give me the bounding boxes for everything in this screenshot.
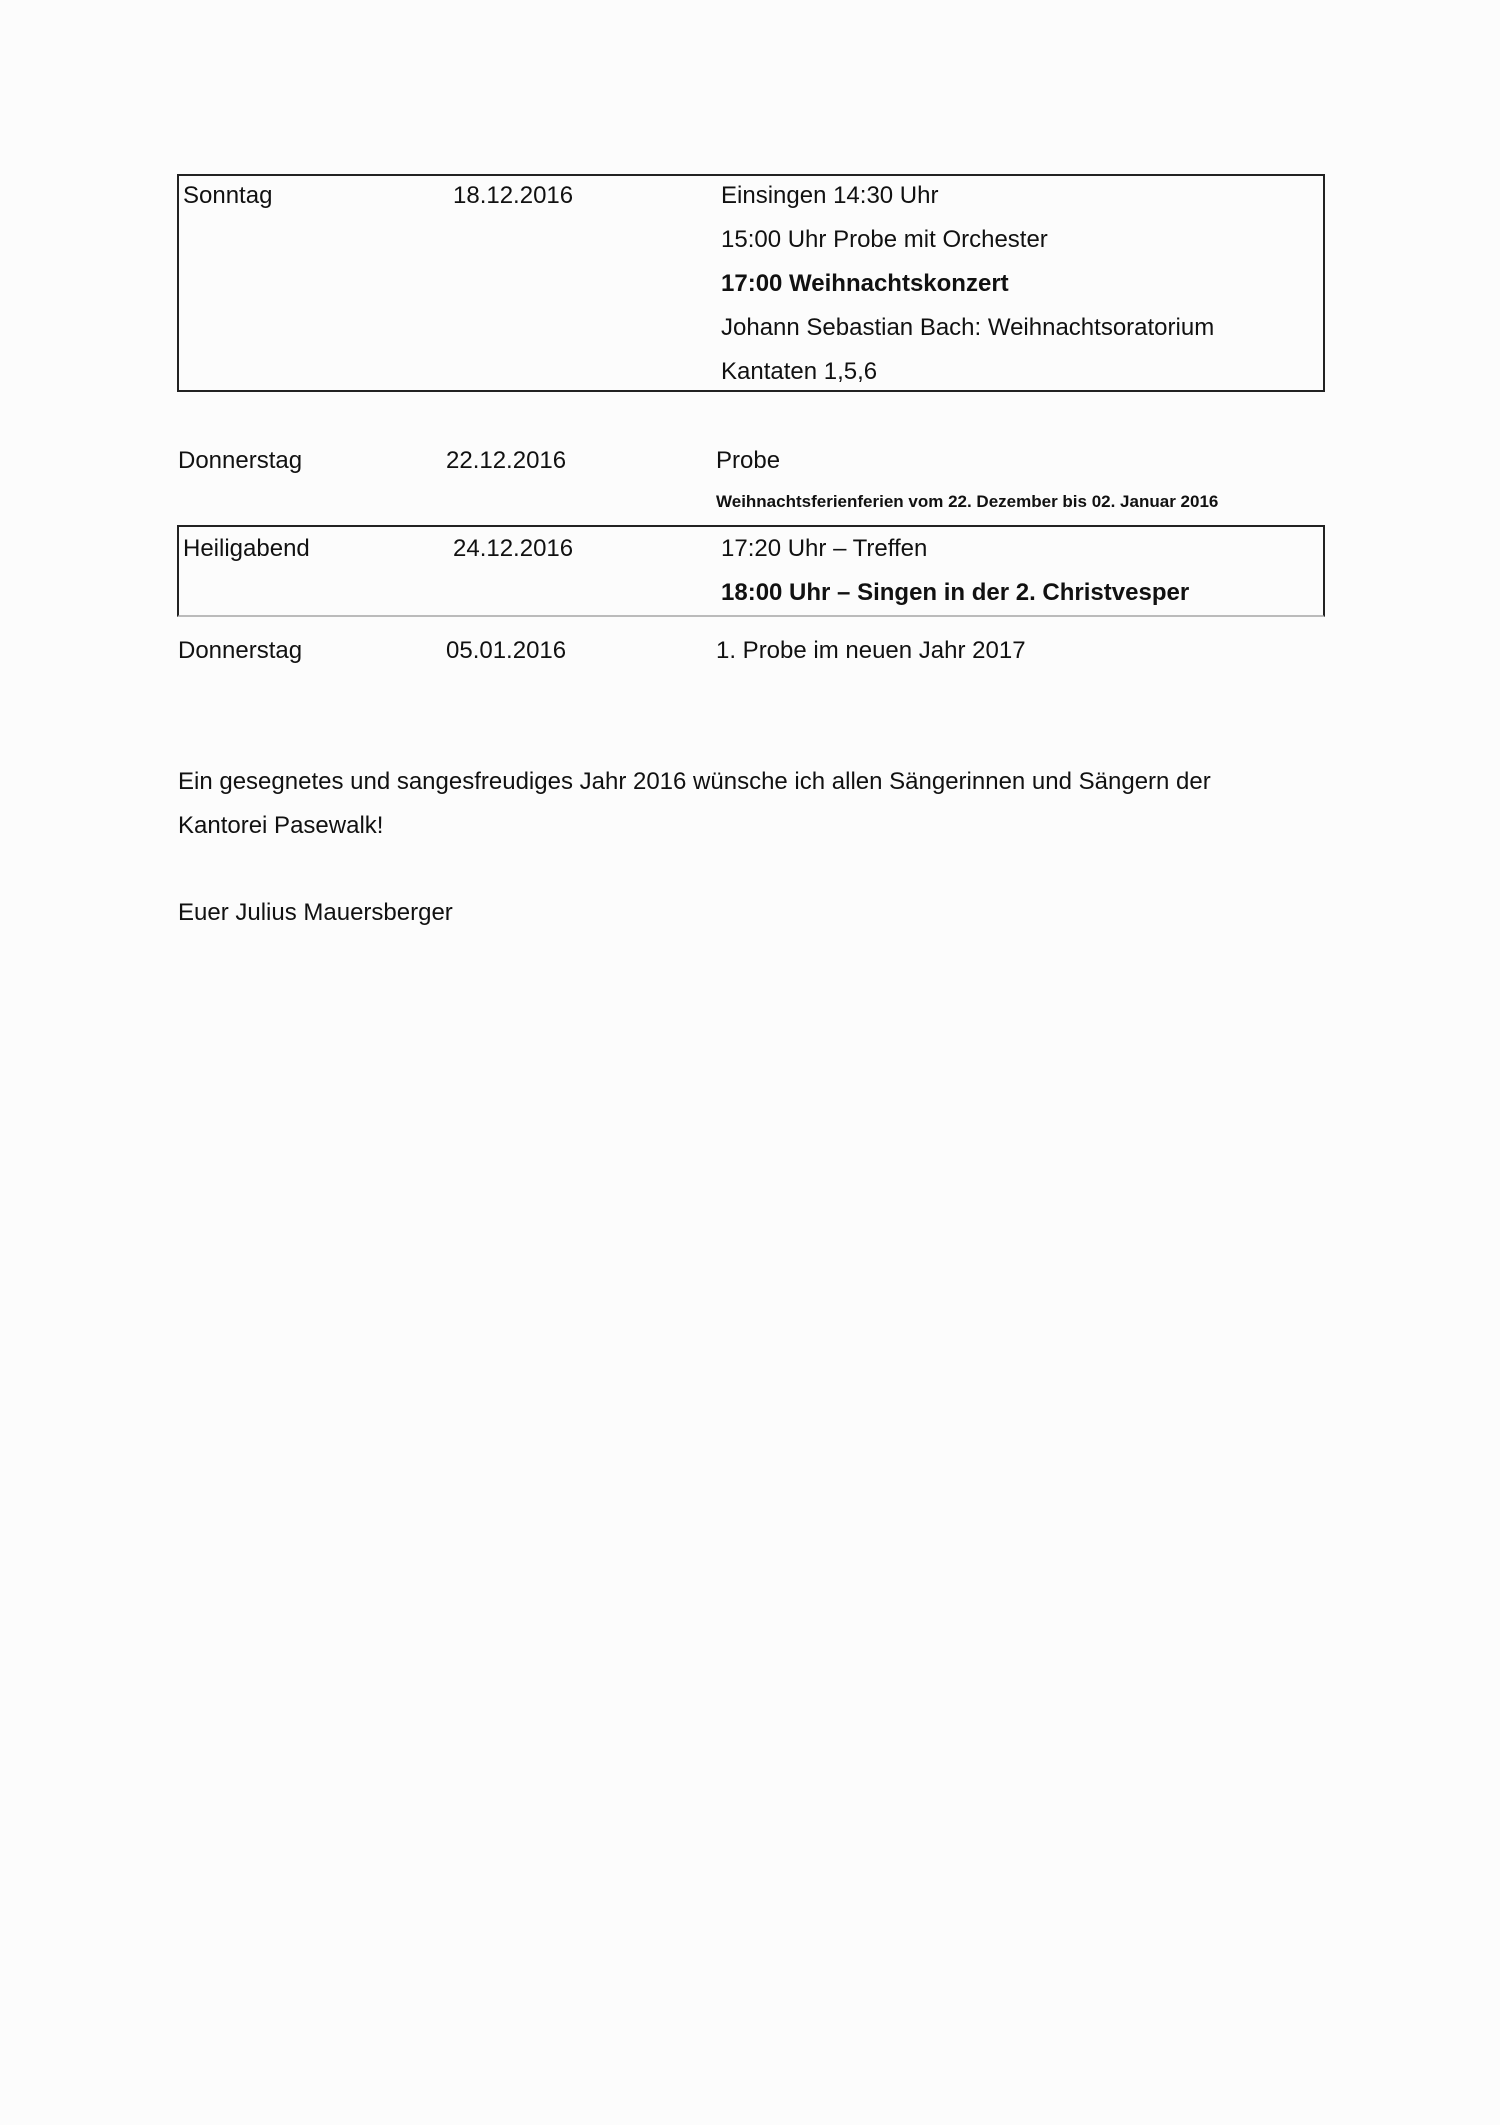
event-line: 1. Probe im neuen Jahr 2017	[716, 637, 1026, 664]
event-date: 24.12.2016	[453, 535, 574, 562]
event-line: 15:00 Uhr Probe mit Orchester	[721, 226, 1048, 253]
signature: Euer Julius Mauersberger	[178, 899, 453, 926]
event-line-highlight: 18:00 Uhr – Singen in der 2. Christvesper	[721, 579, 1190, 606]
event-line: Einsingen 14:30 Uhr	[721, 182, 939, 209]
event-date: 22.12.2016	[446, 447, 567, 474]
event-line: Kantaten 1,5,6	[721, 358, 878, 385]
event-day: Donnerstag	[178, 447, 303, 474]
event-date: 05.01.2016	[446, 637, 567, 664]
closing-greeting-continued: Kantorei Pasewalk!	[178, 812, 384, 839]
event-day: Sonntag	[183, 182, 273, 209]
event-day: Heiligabend	[183, 535, 310, 562]
event-date: 18.12.2016	[453, 182, 574, 209]
event-line: 17:20 Uhr – Treffen	[721, 535, 928, 562]
event-line: Probe	[716, 447, 781, 474]
closing-greeting: Ein gesegnetes und sangesfreudiges Jahr 2016 wünsche ich allen Sängerinnen und Sängern der	[178, 768, 1211, 795]
event-line: Johann Sebastian Bach: Weihnachtsoratorium	[721, 314, 1215, 341]
event-day: Donnerstag	[178, 637, 303, 664]
event-line-highlight: 17:00 Weihnachtskonzert	[721, 270, 1009, 297]
holiday-note: Weihnachtsferienferien vom 22. Dezember bis 02. Januar 2016	[716, 492, 1219, 511]
